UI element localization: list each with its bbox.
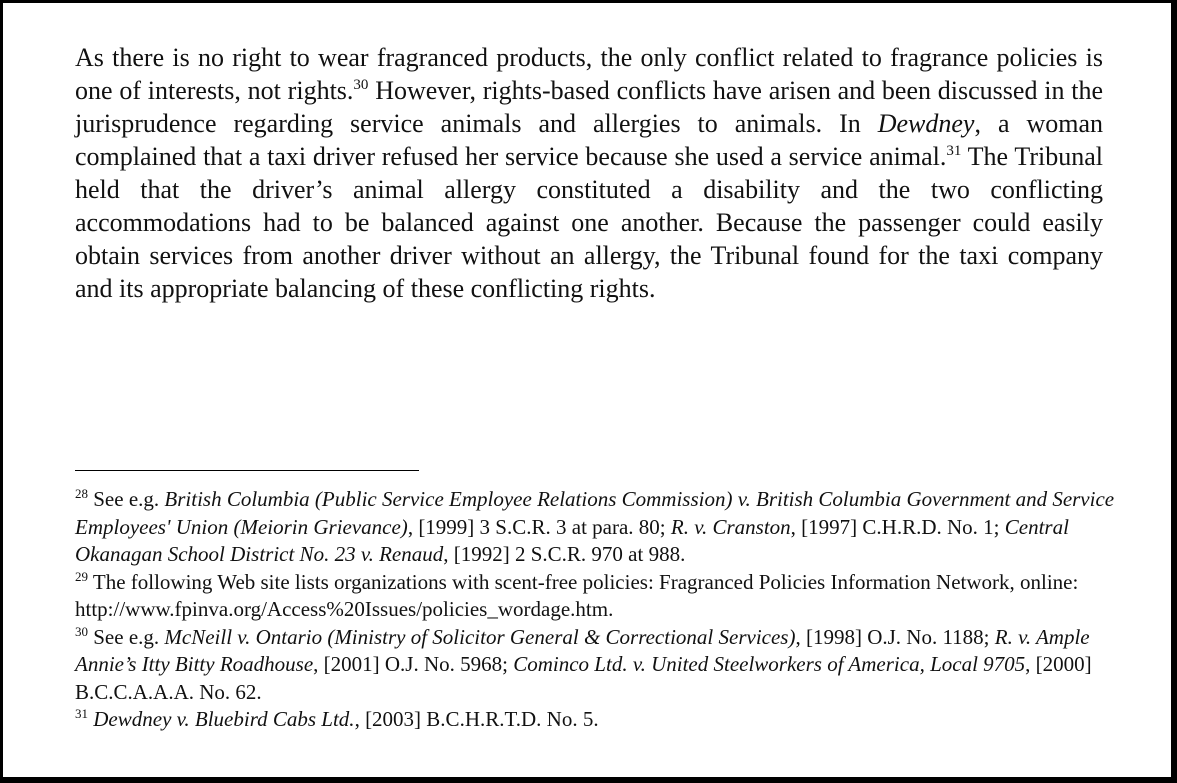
case-citation: R. v. Cranston (670, 514, 791, 539)
case-citation: Cominco Ltd. v. United Steelworkers of America, Local 9705 (513, 652, 1026, 676)
body-text: , a woman complained that a taxi driver refused her service because she used a service animal. (75, 109, 1103, 171)
body-text: However, rights-based conflicts have arisen and been discussed in the jurisprudence regarding service animals and allergies to animals. In (75, 76, 1103, 138)
footnote-29 (75, 569, 1115, 624)
body-text: As there is no right to wear fragranced products, the only conflict related to fragrance policies is one of interests, not rights. (75, 43, 1103, 105)
footnote-28 (75, 486, 1115, 569)
footnote-reference-31: 31 (946, 143, 962, 159)
footnote-text: The following Web site lists organizations with scent-free policies: Fragranced Policies Information Network, online: http://www.fpinva.org/Access%20Issues/policies_wordage.htm. (75, 569, 1079, 621)
footnote-number: 30 (75, 623, 88, 639)
case-name: Dewdney (877, 109, 975, 138)
case-citation: R. v. Ample Annie’s Itty Bitty Roadhouse (75, 624, 1090, 676)
footnote-reference-30: 30 (353, 77, 369, 93)
body-text: The Tribunal held that the driver’s animal allergy constituted a disability and the two conflicting accommodations had to be balanced against one another. Because the passenger could easily obtain services from another driver without an allergy, the Tribunal found for the taxi company and its appropriate balancing of these conflicting rights. (75, 142, 1103, 303)
footnote-text: , [1998] O.J. No. 1188; (795, 624, 995, 649)
footnote-text: See e.g. (88, 487, 165, 511)
footnote-text: , [1992] 2 S.C.R. 970 at 988. (443, 542, 686, 566)
footnote-text: , [2003] B.C.H.R.T.D. No. 5. (354, 707, 599, 731)
footnote-30 (75, 624, 1115, 707)
case-citation: Dewdney v. Bluebird Cabs Ltd. (93, 707, 355, 731)
footnote-text: See e.g. (88, 624, 165, 649)
case-citation: McNeill v. Ontario (Ministry of Solicitor General & Correctional Services) (164, 624, 796, 649)
footnote-text: , [1999] 3 S.C.R. 3 at para. 80; (407, 514, 671, 539)
footnote-number: 31 (75, 706, 88, 721)
footnote-number: 29 (75, 568, 88, 584)
footnote-separator (75, 470, 419, 471)
footnote-number: 28 (75, 486, 88, 501)
footnote-text: , [1997] C.H.R.D. No. 1; (790, 514, 1005, 539)
body-paragraph (75, 41, 1103, 305)
footnote-text: , [2001] O.J. No. 5968; (313, 652, 514, 676)
case-citation: Central Okanagan School District No. 23 v. Renaud (75, 514, 1069, 566)
footnote-31 (75, 706, 1115, 734)
footnotes-section (75, 486, 1115, 734)
footnote-text: , [2000] B.C.C.A.A.A. No. 62. (75, 652, 1092, 704)
case-citation: British Columbia (Public Service Employee Relations Commission) v. British Columbia Government and Service Employees' Union (Meiorin Grievance) (75, 487, 1115, 539)
